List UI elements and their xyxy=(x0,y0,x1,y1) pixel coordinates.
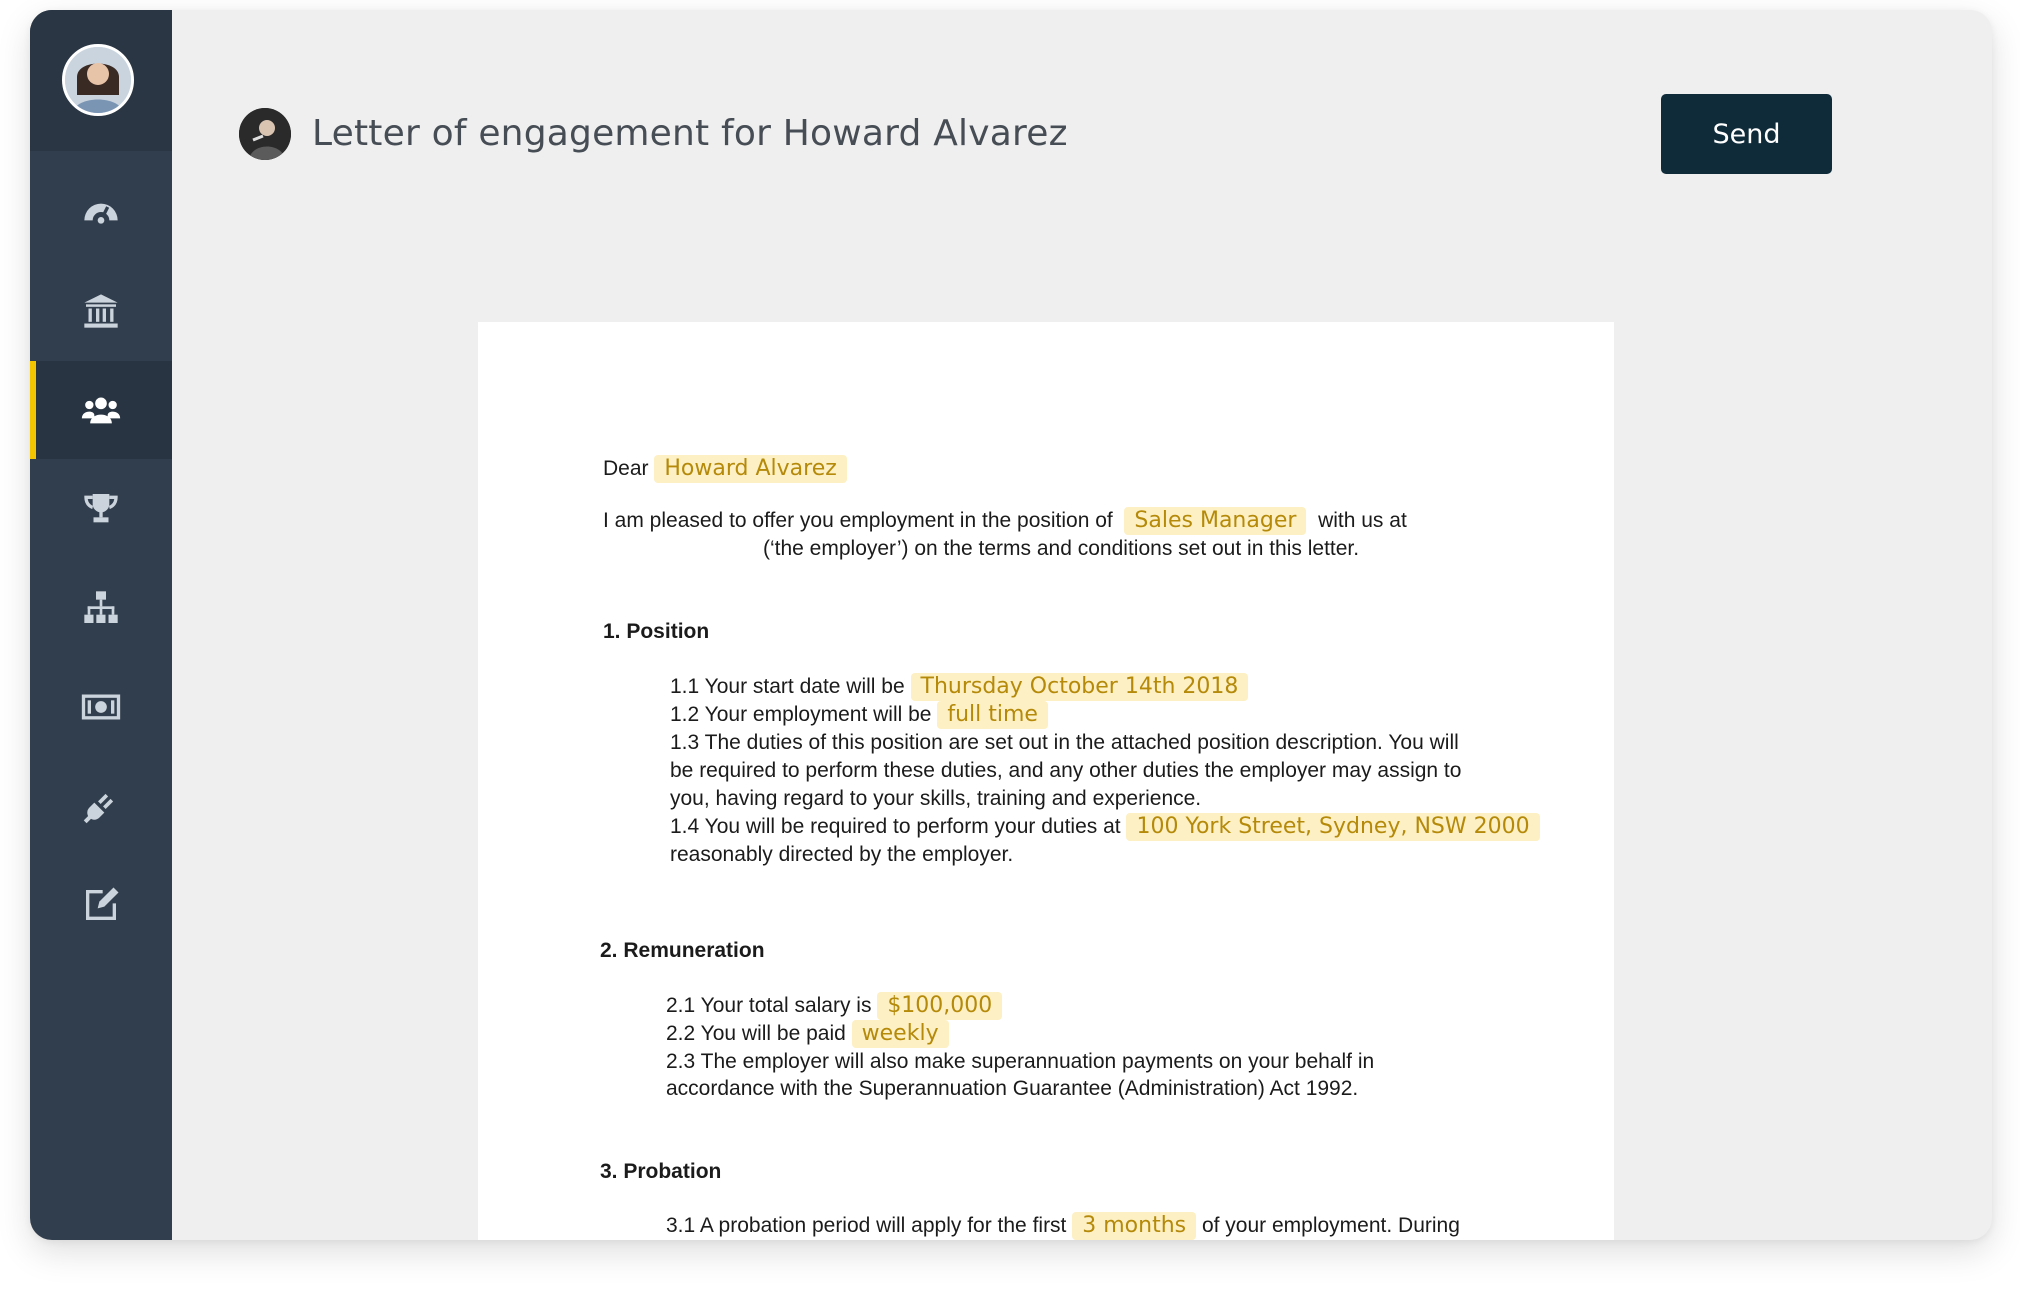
salutation-line xyxy=(603,455,847,483)
clause-1-4-text: 1.4 You will be required to perform your duties at xyxy=(670,815,1121,838)
letter-document xyxy=(478,322,1614,1240)
clause-2-2 xyxy=(666,1020,949,1048)
salutation-text: Dear xyxy=(603,457,649,480)
send-button[interactable]: Send xyxy=(1661,94,1832,174)
nav-item-people[interactable] xyxy=(30,361,172,459)
field-start-date[interactable]: Thursday October 14th 2018 xyxy=(911,673,1249,701)
edit-icon xyxy=(81,885,121,925)
clause-2-1 xyxy=(666,992,1002,1020)
field-employment-type[interactable]: full time xyxy=(937,701,1048,729)
clause-3-1 xyxy=(666,1212,1460,1240)
field-position[interactable]: Sales Manager xyxy=(1124,507,1306,535)
employee-avatar-image xyxy=(239,108,291,160)
field-employee-name[interactable]: Howard Alvarez xyxy=(654,455,846,483)
clause-2-1-text: 2.1 Your total salary is xyxy=(666,994,872,1017)
users-icon xyxy=(81,390,121,430)
trophy-icon xyxy=(81,489,121,529)
clause-3-1-suffix: of your employment. During xyxy=(1201,1214,1460,1237)
clause-3-1-text: 3.1 A probation period will apply for the first xyxy=(666,1214,1067,1237)
nav-item-org-chart[interactable] xyxy=(30,559,172,657)
nav-item-payroll[interactable] xyxy=(30,658,172,756)
intro-line-1 xyxy=(603,507,1407,535)
app-window xyxy=(30,10,1992,1240)
nav-item-bank[interactable] xyxy=(30,262,172,360)
intro-line-2: (‘the employer’) on the terms and conditions set out in this letter. xyxy=(763,537,1360,560)
nav-item-edit[interactable] xyxy=(30,856,172,954)
clause-1-2-text: 1.2 Your employment will be xyxy=(670,703,932,726)
clause-2-3-line-2: accordance with the Superannuation Guarantee (Administration) Act 1992. xyxy=(666,1077,1359,1100)
employee-avatar xyxy=(239,108,291,160)
clause-1-3-line-1: 1.3 The duties of this position are set out in the attached position description. You will xyxy=(670,731,1459,754)
nav-item-awards[interactable] xyxy=(30,460,172,558)
user-avatar[interactable] xyxy=(62,44,134,116)
user-avatar-image xyxy=(65,47,131,113)
clause-1-1-text: 1.1 Your start date will be xyxy=(670,675,905,698)
intro-suffix: with us at xyxy=(1318,509,1407,532)
dashboard-icon xyxy=(81,192,121,232)
field-salary[interactable]: $100,000 xyxy=(877,992,1002,1020)
section-heading-probation: 3. Probation xyxy=(600,1160,722,1183)
plug-icon xyxy=(81,786,121,826)
clause-1-2 xyxy=(670,701,1048,729)
clause-1-3-line-2: be required to perform these duties, and any other duties the employer may assign to xyxy=(670,759,1462,782)
field-probation-period[interactable]: 3 months xyxy=(1072,1212,1196,1240)
section-heading-remuneration: 2. Remuneration xyxy=(600,939,765,962)
clause-2-3-line-1: 2.3 The employer will also make superannuation payments on your behalf in xyxy=(666,1050,1375,1073)
sidebar xyxy=(30,10,172,1240)
money-icon xyxy=(81,687,121,727)
nav-item-integrations[interactable] xyxy=(30,757,172,855)
bank-icon xyxy=(81,291,121,331)
intro-prefix: I am pleased to offer you employment in the position of xyxy=(603,509,1113,532)
section-heading-position: 1. Position xyxy=(603,620,710,643)
field-pay-frequency[interactable]: weekly xyxy=(852,1020,949,1048)
clause-2-2-text: 2.2 You will be paid xyxy=(666,1022,846,1045)
nav-item-dashboard[interactable] xyxy=(30,163,172,261)
field-work-location[interactable]: 100 York Street, Sydney, NSW 2000 xyxy=(1126,813,1539,841)
page-title: Letter of engagement for Howard Alvarez xyxy=(312,113,1068,154)
org-chart-icon xyxy=(81,588,121,628)
clause-1-4-line-2: reasonably directed by the employer. xyxy=(670,843,1014,866)
clause-1-3-line-3: you, having regard to your skills, training and experience. xyxy=(670,787,1202,810)
clause-1-4 xyxy=(670,813,1540,841)
user-avatar-block xyxy=(30,10,172,151)
clause-1-1 xyxy=(670,673,1248,701)
